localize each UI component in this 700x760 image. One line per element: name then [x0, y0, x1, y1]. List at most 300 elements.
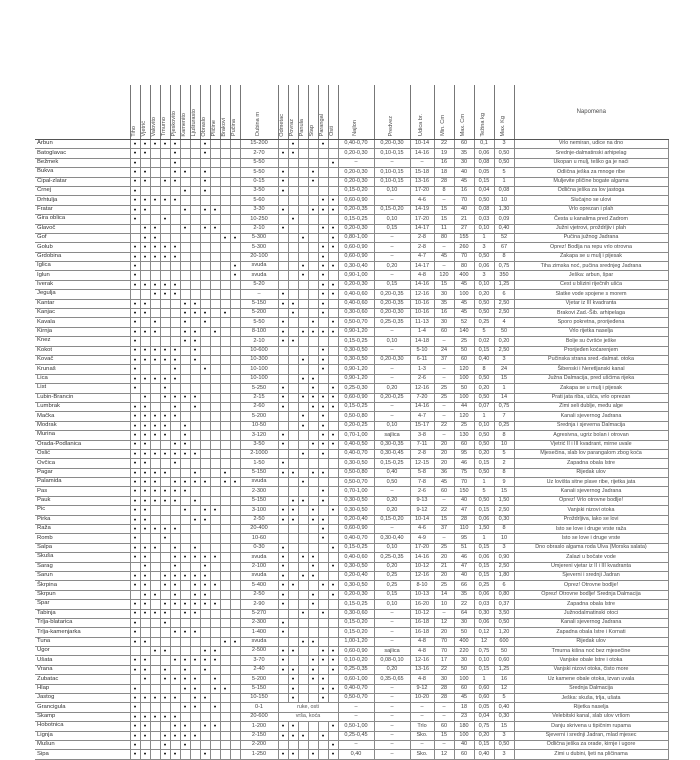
- tackle-dot-cell: ●: [318, 196, 328, 205]
- value-cell-max-kg: 10: [494, 440, 514, 449]
- value-cell-udica: 7-11: [410, 440, 434, 449]
- tackle-dot-cell: ●: [288, 149, 298, 158]
- tackle-dot-cell: ●: [318, 290, 328, 299]
- condition-dot-cell: [220, 628, 230, 637]
- tackle-dot-cell: ●: [328, 665, 338, 674]
- value-cell-max-kg: 0,75: [494, 402, 514, 411]
- condition-dot-cell: ●: [130, 327, 140, 336]
- value-cell-tezina-kg: 0,20: [474, 449, 494, 458]
- tackle-dot-cell: ●: [328, 506, 338, 515]
- value-cell-predvez: –: [374, 412, 410, 421]
- condition-dot-cell: ●: [140, 562, 150, 571]
- condition-dot-cell: [190, 431, 200, 440]
- condition-dot-cell: ●: [150, 468, 160, 477]
- condition-dot-cell: ●: [190, 684, 200, 693]
- value-cell-predvez: –: [374, 750, 410, 759]
- condition-dot-cell: ●: [160, 346, 170, 355]
- tackle-dot-cell: [278, 487, 288, 496]
- tackle-dot-cell: ●: [328, 581, 338, 590]
- condition-dot-cell: [230, 684, 240, 693]
- tackle-dot-cell: [288, 431, 298, 440]
- fish-name-cell: Krunaš: [35, 365, 130, 374]
- tackle-dot-cell: [288, 327, 298, 336]
- tackle-dot-cell: ●: [328, 684, 338, 693]
- condition-dot-cell: [160, 478, 170, 487]
- value-cell-max-kg: 0,20: [494, 337, 514, 346]
- condition-dot-cell: ●: [160, 393, 170, 402]
- condition-dot-cell: ●: [190, 496, 200, 505]
- table-row: [35, 665, 668, 674]
- condition-dot-cell: [170, 186, 180, 195]
- value-cell-udica: 9-12: [410, 506, 434, 515]
- condition-dot-cell: [230, 703, 240, 712]
- condition-dot-cell: ●: [130, 149, 140, 158]
- value-cell-udica: 16-18: [410, 618, 434, 627]
- condition-dot-cell: ●: [160, 468, 170, 477]
- condition-dot-cell: [170, 506, 180, 515]
- condition-dot-cell: [200, 252, 210, 261]
- condition-dot-cell: ●: [130, 177, 140, 186]
- condition-dot-cell: [220, 177, 230, 186]
- tackle-dot-cell: ●: [288, 675, 298, 684]
- condition-dot-cell: [190, 280, 200, 289]
- condition-dot-cell: [220, 243, 230, 252]
- value-cell-min-cm: 19: [434, 149, 454, 158]
- condition-dot-cell: [220, 543, 230, 552]
- value-cell-udica: 15-17: [410, 421, 434, 430]
- table-row: [35, 581, 668, 590]
- value-cell-najlon: 0,15-0,25: [338, 600, 374, 609]
- value-cell-tezina-kg: 1: [474, 412, 494, 421]
- tackle-dot-cell: ●: [328, 224, 338, 233]
- value-cell-najlon: 0,15-0,25: [338, 543, 374, 552]
- condition-dot-cell: ●: [130, 346, 140, 355]
- value-cell-max-kg: 14: [494, 393, 514, 402]
- tackle-dot-cell: [288, 384, 298, 393]
- fish-name-cell: Oslić: [35, 449, 130, 458]
- condition-header-label: Vjetrić: [141, 120, 148, 137]
- fish-name-cell: Murina: [35, 431, 130, 440]
- value-cell-najlon: 1,00-1,20: [338, 637, 374, 646]
- value-cell-najlon: 0,25-0,35: [338, 665, 374, 674]
- condition-dot-cell: [180, 647, 190, 656]
- value-cell-max-cm: 95: [454, 449, 474, 458]
- condition-dot-cell: [220, 346, 230, 355]
- tackle-dot-cell: [278, 374, 288, 383]
- table-row: [35, 487, 668, 496]
- depth-cell: 5-200: [240, 675, 278, 684]
- condition-dot-cell: [210, 590, 220, 599]
- tackle-dot-cell: [308, 186, 318, 195]
- condition-dot-cell: [140, 186, 150, 195]
- condition-dot-cell: ●: [190, 609, 200, 618]
- value-cell-max-kg: 1,80: [494, 571, 514, 580]
- condition-dot-cell: ●: [180, 431, 190, 440]
- value-cell-najlon: 0,50-0,70: [338, 478, 374, 487]
- tackle-dot-cell: [298, 590, 308, 599]
- tackle-dot-cell: ●: [278, 318, 288, 327]
- depth-cell: 5-150: [240, 496, 278, 505]
- depth-cell: 2-10: [240, 224, 278, 233]
- table-row: [35, 684, 668, 693]
- table-row: [35, 722, 668, 731]
- value-cell-max-cm: 95: [454, 534, 474, 543]
- tackle-dot-cell: [298, 318, 308, 327]
- tackle-dot-cell: ●: [278, 168, 288, 177]
- condition-dot-cell: ●: [160, 675, 170, 684]
- condition-dot-cell: ●: [170, 168, 180, 177]
- condition-dot-cell: [180, 374, 190, 383]
- condition-dot-cell: ●: [190, 694, 200, 703]
- value-cell-predvez: 0,20-0,30: [374, 309, 410, 318]
- condition-header-4: [170, 85, 180, 140]
- depth-cell: 2-1000: [240, 449, 278, 458]
- condition-dot-cell: ●: [160, 374, 170, 383]
- value-cell-max-kg: 0,30: [494, 712, 514, 721]
- condition-dot-cell: [160, 168, 170, 177]
- table-row: [35, 158, 668, 167]
- condition-dot-cell: [180, 590, 190, 599]
- condition-dot-cell: [230, 431, 240, 440]
- condition-dot-cell: [160, 628, 170, 637]
- tackle-dot-cell: [288, 233, 298, 242]
- condition-dot-cell: ●: [190, 327, 200, 336]
- tackle-dot-cell: ●: [318, 365, 328, 374]
- note-cell: Zimi u dubini, ljeti na pličinama: [514, 750, 668, 759]
- condition-dot-cell: [220, 581, 230, 590]
- condition-dot-cell: ●: [230, 233, 240, 242]
- condition-dot-cell: ●: [180, 600, 190, 609]
- tackle-dot-cell: [298, 741, 308, 750]
- condition-dot-cell: ●: [140, 581, 150, 590]
- tackle-dot-cell: [298, 665, 308, 674]
- condition-dot-cell: [230, 553, 240, 562]
- note-cell: Oprez! Otrovne bodlje! Srednja Dalmacija: [514, 590, 668, 599]
- condition-dot-cell: ●: [130, 628, 140, 637]
- value-cell-najlon: 0,70-1,00: [338, 431, 374, 440]
- condition-dot-cell: [180, 280, 190, 289]
- tackle-dot-cell: [288, 346, 298, 355]
- condition-dot-cell: [210, 412, 220, 421]
- tackle-dot-cell: ●: [278, 290, 288, 299]
- tackle-dot-cell: [318, 318, 328, 327]
- value-cell-tezina-kg: 0,30: [474, 609, 494, 618]
- value-cell-max-kg: 5: [494, 168, 514, 177]
- value-cell-max-kg: 2: [494, 459, 514, 468]
- condition-dot-cell: ●: [140, 656, 150, 665]
- value-header-4: [454, 85, 474, 140]
- tackle-dot-cell: [288, 571, 298, 580]
- tackle-dot-cell: ●: [318, 327, 328, 336]
- tackle-dot-cell: [318, 233, 328, 242]
- value-cell-tezina-kg: 0,06: [474, 515, 494, 524]
- value-cell-najlon: 0,40-0,50: [338, 440, 374, 449]
- tackle-dot-cell: ●: [328, 750, 338, 759]
- tackle-dot-cell: ●: [288, 515, 298, 524]
- tackle-dot-cell: ●: [278, 590, 288, 599]
- tackle-dot-cell: ●: [308, 637, 318, 646]
- depth-cell: 5-200: [240, 412, 278, 421]
- condition-dot-cell: ●: [160, 496, 170, 505]
- value-cell-predvez: –: [374, 712, 410, 721]
- condition-dot-cell: [220, 149, 230, 158]
- tackle-dot-cell: ●: [278, 149, 288, 158]
- condition-dot-cell: ●: [170, 750, 180, 759]
- condition-dot-cell: ●: [190, 515, 200, 524]
- condition-dot-cell: [190, 741, 200, 750]
- tackle-dot-cell: ●: [328, 196, 338, 205]
- tackle-dot-cell: [298, 600, 308, 609]
- note-cell: Vrlo nemiran, udice na dno: [514, 140, 668, 149]
- value-cell-max-cm: 16: [454, 186, 474, 195]
- tackle-dot-cell: [308, 647, 318, 656]
- tackle-dot-cell: [278, 675, 288, 684]
- condition-dot-cell: ●: [130, 440, 140, 449]
- tackle-dot-cell: ●: [298, 233, 308, 242]
- tackle-dot-cell: [308, 252, 318, 261]
- condition-dot-cell: [210, 233, 220, 242]
- value-header-label: Max. Kg: [500, 115, 507, 137]
- table-row: [35, 712, 668, 721]
- tackle-dot-cell: ●: [328, 290, 338, 299]
- condition-dot-cell: ●: [130, 299, 140, 308]
- tackle-dot-cell: [308, 694, 318, 703]
- value-cell-predvez: –: [374, 731, 410, 740]
- condition-dot-cell: [210, 393, 220, 402]
- condition-dot-cell: [160, 637, 170, 646]
- condition-dot-cell: ●: [130, 600, 140, 609]
- value-cell-tezina-kg: 0,50: [474, 196, 494, 205]
- condition-dot-cell: [170, 515, 180, 524]
- condition-dot-cell: ●: [130, 487, 140, 496]
- note-cell: Tiha zimska noć, pučina srednjeg Jadrana: [514, 262, 668, 271]
- condition-dot-cell: [170, 271, 180, 280]
- fish-name-cell: Jastog: [35, 694, 130, 703]
- fish-name-cell: Gira oblica: [35, 215, 130, 224]
- value-cell-najlon: 0,40-0,60: [338, 299, 374, 308]
- condition-dot-cell: ●: [180, 731, 190, 740]
- depth-cell: 0-30: [240, 543, 278, 552]
- condition-dot-cell: ●: [130, 365, 140, 374]
- value-cell-predvez: –: [374, 374, 410, 383]
- tackle-dot-cell: [288, 402, 298, 411]
- condition-dot-cell: [230, 694, 240, 703]
- value-cell-predvez: –: [374, 346, 410, 355]
- condition-dot-cell: [180, 177, 190, 186]
- condition-dot-cell: ●: [180, 665, 190, 674]
- condition-dot-cell: ●: [150, 346, 160, 355]
- value-cell-max-kg: 6: [494, 290, 514, 299]
- value-header-label: Max. Cm: [460, 113, 467, 137]
- condition-dot-cell: ●: [180, 506, 190, 515]
- value-cell-min-cm: 15: [434, 205, 454, 214]
- condition-dot-cell: [170, 431, 180, 440]
- depth-header: Dubina m: [240, 85, 278, 140]
- condition-dot-cell: ●: [210, 722, 220, 731]
- condition-dot-cell: ●: [200, 665, 210, 674]
- condition-dot-cell: ●: [190, 309, 200, 318]
- condition-dot-cell: [200, 543, 210, 552]
- value-cell-tezina-kg: 1: [474, 478, 494, 487]
- tackle-dot-cell: [328, 618, 338, 627]
- tackle-dot-cell: [298, 186, 308, 195]
- value-cell-predvez: –: [374, 637, 410, 646]
- condition-dot-cell: [190, 262, 200, 271]
- condition-dot-cell: [210, 478, 220, 487]
- tackle-dot-cell: [318, 168, 328, 177]
- condition-dot-cell: [200, 374, 210, 383]
- tackle-dot-cell: [278, 233, 288, 242]
- value-cell-tezina-kg: 0,04: [474, 712, 494, 721]
- value-cell-max-kg: 2,50: [494, 506, 514, 515]
- tackle-dot-cell: [308, 299, 318, 308]
- condition-dot-cell: [170, 309, 180, 318]
- value-header-label: Min. Cm: [440, 115, 447, 137]
- condition-dot-cell: [180, 468, 190, 477]
- tackle-dot-cell: [298, 384, 308, 393]
- condition-dot-cell: [210, 449, 220, 458]
- value-cell-tezina-kg: 0,06: [474, 618, 494, 627]
- condition-dot-cell: ●: [150, 525, 160, 534]
- value-cell-tezina-kg: 0,15: [474, 177, 494, 186]
- condition-dot-cell: [220, 299, 230, 308]
- condition-dot-cell: [210, 177, 220, 186]
- tackle-dot-cell: [288, 543, 298, 552]
- tackle-dot-cell: [278, 694, 288, 703]
- condition-dot-cell: ●: [170, 374, 180, 383]
- tackle-dot-cell: [298, 280, 308, 289]
- condition-dot-cell: ●: [170, 628, 180, 637]
- condition-dot-cell: [200, 440, 210, 449]
- fish-name-cell: Palamida: [35, 478, 130, 487]
- condition-dot-cell: [160, 318, 170, 327]
- condition-dot-cell: ●: [160, 290, 170, 299]
- value-cell-min-cm: –: [434, 337, 454, 346]
- tackle-dot-cell: ●: [328, 562, 338, 571]
- tackle-dot-cell: ●: [288, 506, 298, 515]
- condition-dot-cell: ●: [140, 637, 150, 646]
- table-row: [35, 571, 668, 580]
- value-cell-tezina-kg: 0,15: [474, 665, 494, 674]
- table-row: [35, 327, 668, 336]
- value-cell-max-cm: 23: [454, 712, 474, 721]
- condition-dot-cell: [230, 722, 240, 731]
- tackle-dot-cell: [298, 402, 308, 411]
- condition-dot-cell: ●: [140, 374, 150, 383]
- value-cell-udica: 14-16: [410, 402, 434, 411]
- value-cell-udica: 17-20: [410, 186, 434, 195]
- value-cell-predvez: 0,10-0,15: [374, 149, 410, 158]
- condition-dot-cell: [230, 647, 240, 656]
- condition-dot-cell: ●: [160, 581, 170, 590]
- condition-dot-cell: [220, 186, 230, 195]
- condition-dot-cell: [230, 628, 240, 637]
- note-cell: Tmurna kišna noć bez mjesečine: [514, 647, 668, 656]
- condition-dot-cell: ●: [160, 421, 170, 430]
- value-cell-max-kg: 1,25: [494, 665, 514, 674]
- condition-dot-cell: ●: [130, 431, 140, 440]
- value-cell-min-cm: –: [434, 534, 454, 543]
- tackle-dot-cell: [308, 196, 318, 205]
- tackle-dot-cell: [278, 609, 288, 618]
- tackle-dot-cell: [318, 158, 328, 167]
- condition-dot-cell: ●: [200, 318, 210, 327]
- depth-cell: 5-50: [240, 318, 278, 327]
- value-cell-tezina-kg: 0,06: [474, 553, 494, 562]
- condition-dot-cell: ●: [160, 618, 170, 627]
- condition-dot-cell: ●: [200, 647, 210, 656]
- tackle-dot-cell: [288, 168, 298, 177]
- tackle-dot-cell: [308, 158, 318, 167]
- value-cell-udica: 4-8: [410, 271, 434, 280]
- value-cell-udica: 15-18: [410, 168, 434, 177]
- condition-dot-cell: ●: [190, 299, 200, 308]
- tackle-dot-cell: [328, 337, 338, 346]
- value-cell-udica: 10-12: [410, 609, 434, 618]
- value-cell-udica: 4-8: [410, 675, 434, 684]
- condition-dot-cell: ●: [190, 355, 200, 364]
- condition-dot-cell: ●: [140, 421, 150, 430]
- value-cell-min-cm: 15: [434, 731, 454, 740]
- tackle-dot-cell: [298, 543, 308, 552]
- table-row: [35, 233, 668, 242]
- note-cell: Agresivna, ugriz bolan i otrovan: [514, 431, 668, 440]
- depth-cell: svuda: [240, 637, 278, 646]
- value-cell-min-cm: –: [434, 412, 454, 421]
- value-cell-max-cm: 60: [454, 750, 474, 759]
- tackle-dot-cell: ●: [288, 140, 298, 149]
- fish-name-cell: Iglica: [35, 262, 130, 271]
- condition-dot-cell: [220, 459, 230, 468]
- tackle-dot-cell: ●: [298, 637, 308, 646]
- value-cell-max-kg: 3: [494, 355, 514, 364]
- table-row: [35, 741, 668, 750]
- table-header: [35, 85, 668, 140]
- value-cell-min-cm: 14: [434, 590, 454, 599]
- condition-dot-cell: ●: [140, 590, 150, 599]
- tackle-dot-cell: ●: [278, 543, 288, 552]
- value-cell-max-cm: 120: [454, 365, 474, 374]
- tackle-dot-cell: ●: [328, 656, 338, 665]
- value-cell-predvez: –: [374, 694, 410, 703]
- condition-dot-cell: [230, 675, 240, 684]
- value-cell-tezina-kg: 0,15: [474, 562, 494, 571]
- value-cell-tezina-kg: 0,25: [474, 581, 494, 590]
- value-cell-max-kg: 16: [494, 675, 514, 684]
- condition-header-3: [160, 85, 170, 140]
- condition-dot-cell: [170, 618, 180, 627]
- condition-dot-cell: [230, 215, 240, 224]
- depth-cell: 5-300: [240, 243, 278, 252]
- condition-dot-cell: [210, 609, 220, 618]
- fish-name-cell: Ušata: [35, 656, 130, 665]
- tackle-dot-cell: [288, 412, 298, 421]
- condition-dot-cell: ●: [150, 543, 160, 552]
- tackle-dot-cell: ●: [318, 299, 328, 308]
- tackle-dot-cell: [328, 140, 338, 149]
- note-cell: Bolje su čvršće ješke: [514, 337, 668, 346]
- value-cell-max-cm: 40: [454, 571, 474, 580]
- tackle-header-label: Osti: [329, 126, 336, 137]
- condition-dot-cell: [190, 665, 200, 674]
- table-row: [35, 318, 668, 327]
- value-cell-predvez: 0,30-0,35: [374, 440, 410, 449]
- value-cell-max-kg: 1: [494, 384, 514, 393]
- tackle-dot-cell: ●: [288, 647, 298, 656]
- value-cell-udica: 10-14: [410, 515, 434, 524]
- value-cell-min-cm: 36: [434, 468, 454, 477]
- condition-dot-cell: [230, 731, 240, 740]
